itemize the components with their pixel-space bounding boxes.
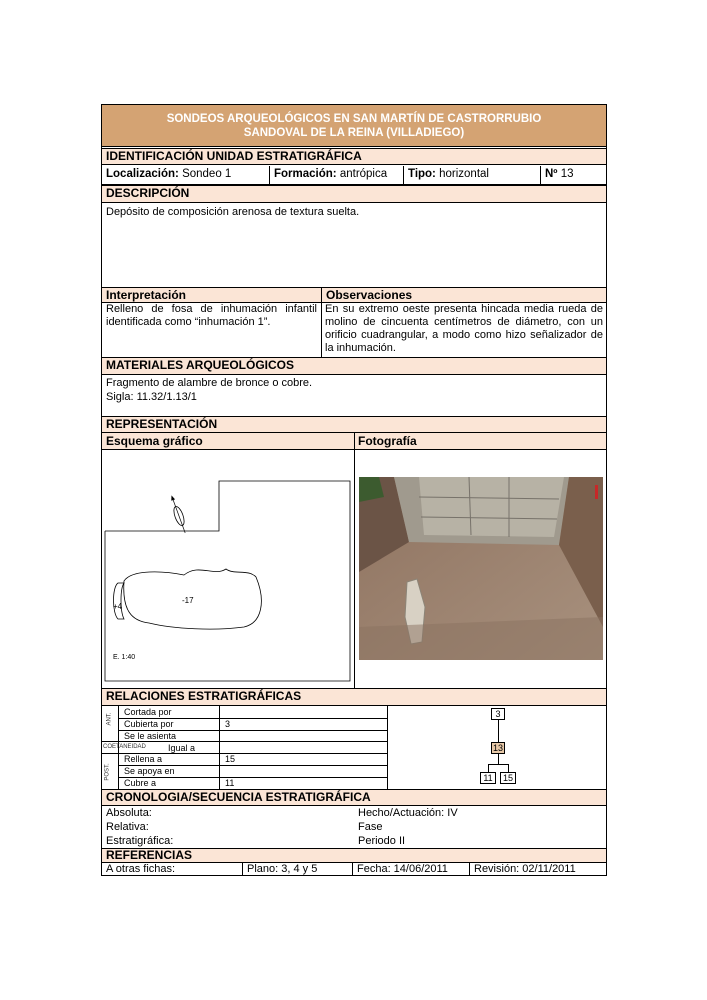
formacion-value: antrópica — [339, 168, 388, 180]
observaciones-text: En su extremo oeste presenta hincada media rueda de molino de cincuenta centímetros de diámetro, con un orificio cuadrangular, a modo como hizo señalizador de la inhumación. — [325, 303, 603, 354]
numero-label: Nº — [545, 168, 558, 180]
relaciones-table — [102, 706, 388, 790]
header-title-line-2: SANDOVAL DE LA REINA (VILLADIEGO) — [243, 127, 465, 139]
fotografia-label: Fotografía — [358, 434, 417, 448]
esquema-grafico-sketch — [104, 451, 352, 683]
materiales-line-1: Fragmento de alambre de bronce o cobre. — [106, 377, 313, 389]
numero-cell — [541, 166, 606, 184]
section-materiales-heading: MATERIALES ARQUEOLÓGICOS — [102, 357, 606, 375]
group-label-coetaneidad: COETANEIDAD — [103, 744, 146, 750]
localizacion-label: Localización: — [106, 168, 179, 180]
matrix-node-bottom-right: 15 — [500, 772, 516, 784]
matrix-node-center: 13 — [492, 743, 503, 753]
matrix-node-top: 3 — [491, 708, 505, 720]
excavation-photo — [359, 477, 603, 660]
rel-row-label: Rellena a — [124, 754, 163, 764]
materiales-line-2: Sigla: 11.32/1.13/1 — [106, 391, 197, 403]
ref-revision: Revisión: 02/11/2011 — [474, 863, 576, 875]
cronologia-absoluta: Absoluta: — [106, 807, 152, 819]
cronologia-estratigrafica: Estratigráfica: — [106, 835, 174, 847]
interpretacion-heading: Interpretación — [106, 288, 187, 302]
ref-fecha: Fecha: 14/06/2011 — [353, 863, 470, 876]
cronologia-fase: Fase — [358, 821, 383, 833]
formacion-label: Formación: — [274, 168, 337, 180]
sketch-level-2: +4 — [113, 602, 123, 611]
cronologia-periodo: Periodo II — [358, 835, 406, 847]
localizacion-cell — [102, 166, 270, 184]
section-referencias-heading: REFERENCIAS — [102, 848, 606, 863]
north-arrow-icon — [168, 494, 189, 534]
interp-obs-divider — [321, 287, 322, 357]
section-representacion-heading: REPRESENTACIÓN — [102, 416, 606, 433]
localizacion-value: Sondeo 1 — [182, 168, 232, 180]
section-identificacion-heading: IDENTIFICACIÓN UNIDAD ESTRATIGRÁFICA — [102, 148, 606, 165]
formacion-cell — [270, 166, 404, 184]
section-descripcion-heading: DESCRIPCIÓN — [102, 185, 606, 203]
cronologia-relativa: Relativa: — [106, 821, 149, 833]
interpretacion-text: Relleno de fosa de inhumación infantil identificada como “inhumación 1”. — [106, 303, 317, 328]
ref-plano: Plano: 3, 4 y 5 — [243, 863, 353, 876]
rel-row-value: 11 — [225, 778, 235, 788]
esquema-label: Esquema gráfico — [106, 434, 203, 448]
sondeo-outline — [105, 481, 350, 681]
tipo-label: Tipo: — [408, 168, 436, 180]
observaciones-heading: Observaciones — [326, 288, 413, 302]
descripcion-text: Depósito de composición arenosa de textura suelta. — [106, 206, 360, 218]
section-cronologia-heading: CRONOLOGIA/SECUENCIA ESTRATIGRÁFICA — [102, 789, 606, 806]
record-sheet — [101, 104, 607, 876]
group-label-post: POST. — [104, 763, 111, 781]
rel-row-label: Se le asienta — [124, 731, 177, 741]
cronologia-hecho: Hecho/Actuación: IV — [358, 807, 458, 819]
section-relaciones-heading: RELACIONES ESTRATIGRÁFICAS — [102, 688, 606, 706]
rel-row-label: Igual a — [168, 743, 196, 753]
representacion-divider — [354, 433, 355, 688]
tipo-value: horizontal — [439, 168, 489, 180]
group-label-ant: ANT. — [106, 712, 113, 726]
rel-row-value: 15 — [225, 754, 236, 764]
ref-otras-fichas: A otras fichas: — [102, 863, 243, 876]
numero-value: 13 — [560, 168, 574, 180]
harris-matrix — [482, 706, 532, 790]
sketch-level-1: -17 — [182, 596, 194, 605]
referencias-row — [102, 863, 606, 876]
identificacion-row — [102, 166, 606, 185]
rel-row-value: 3 — [225, 719, 231, 729]
header-title-line-1: SONDEOS ARQUEOLÓGICOS EN SAN MARTÍN DE CASTRORRUBIO — [166, 113, 542, 125]
tipo-cell — [404, 166, 541, 184]
rel-row-label: Cubierta por — [124, 719, 174, 729]
rel-row-label: Cubre a — [124, 778, 157, 788]
rel-row-label: Se apoya en — [124, 766, 175, 776]
sheet-header — [102, 105, 606, 147]
millstone-outline — [114, 583, 125, 619]
matrix-node-bottom-left: 11 — [480, 772, 496, 784]
sketch-scale: E. 1:40 — [113, 654, 136, 661]
rel-row-label: Cortada por — [124, 707, 172, 717]
